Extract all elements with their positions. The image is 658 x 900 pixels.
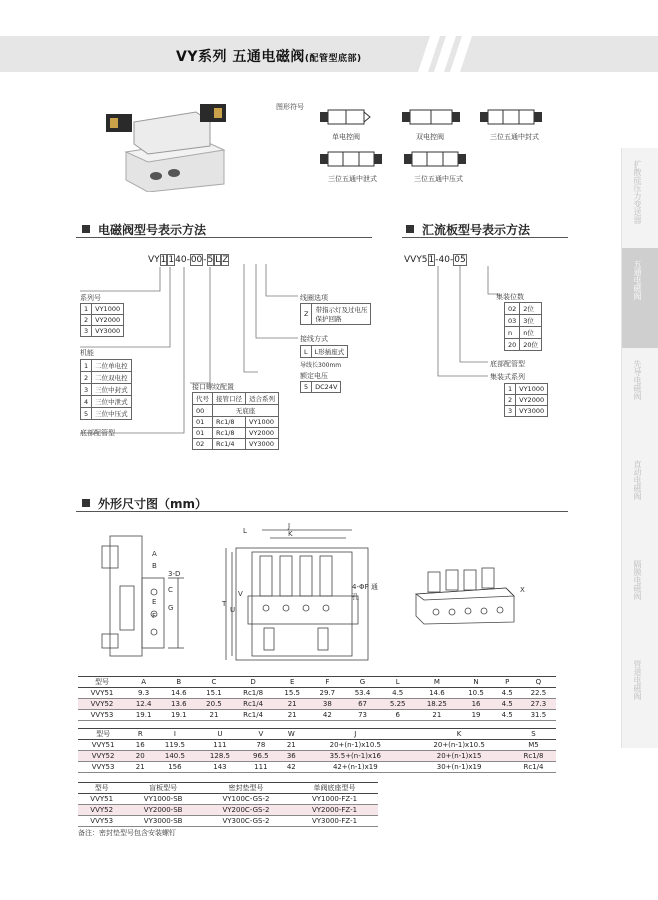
manifold-series-table: 1 VY1000 2 VY2000 3 VY3000	[504, 383, 548, 417]
symbol-label-4: 三位五通中泄式	[328, 175, 377, 183]
valve-product-image	[104, 92, 234, 192]
voltage-label: 额定电压	[300, 372, 328, 380]
accessory-note: 备注：密封垫型号包含安装螺钉	[78, 829, 176, 837]
symbol-label-5: 三位五通中压式	[414, 175, 463, 183]
dim-label-T: T	[222, 600, 227, 608]
function-label: 机能	[80, 349, 94, 357]
side-tab-2[interactable]: 五通电磁阀	[621, 248, 658, 348]
base-label: 底部配管型	[80, 429, 115, 437]
wiring-label: 接线方式	[300, 335, 328, 343]
section3-rule	[76, 511, 568, 512]
dim-label-A: A	[152, 550, 157, 558]
page-title: VY系列 五通电磁阀(配管型底部)	[176, 49, 362, 65]
dim-label-3D: 3-D	[168, 570, 181, 578]
symbol-label-1: 单电控阀	[332, 133, 360, 141]
dimension-drawing-side	[98, 528, 194, 668]
manifold-iso-drawing	[410, 566, 520, 626]
dim-label-G: G	[168, 604, 174, 612]
symbol-3pos-pressure	[402, 146, 468, 172]
dim-label-J: J	[288, 522, 291, 530]
wiring-table: L L形插座式	[300, 345, 348, 358]
symbol-label-3: 三位五通中封式	[490, 133, 539, 141]
coil-table: Z 带指示灯及过电压保护回路	[300, 303, 371, 325]
accessory-table: 型号 盲板型号 密封垫型号 单阀底座型号 VVY51 VY1000-SB VY100C-GS-2 VY1000-FZ-1 VVY52 VY2000-SB VY200C-GS-2 VY2000-FZ-1 VVY53 VY3000-SB VY300C-GS-2 VY3000-FZ-1	[78, 782, 378, 827]
section1-rule	[76, 237, 372, 238]
series-table: 1 VY1000 2 VY2000 3 VY3000	[80, 303, 124, 337]
coil-label: 线圈选项	[300, 294, 328, 302]
side-tab-4[interactable]: 直动电磁阀	[621, 448, 658, 548]
dim-label-4P: 4-ΦP 通孔	[352, 583, 378, 601]
dimension-drawing-front	[222, 522, 372, 670]
manifold-base-label: 底部配管型	[490, 360, 525, 368]
dim-label-C: C	[168, 586, 173, 594]
function-table: 1 二位单电控 2 二位双电控 3 三位中封式 4 三位中泄式 5 三位中压式	[80, 359, 132, 420]
dim-label-E: E	[152, 598, 157, 606]
section2-rule	[402, 237, 568, 238]
dim-label-U: U	[230, 606, 236, 614]
symbol-3pos-exhaust	[318, 146, 384, 172]
dim-label-F: F	[152, 612, 157, 620]
symbol-double-solenoid	[400, 104, 462, 130]
side-tab-1[interactable]: 扩散硅压力变送器	[621, 148, 658, 248]
section3-title: 外形尺寸图（mm）	[82, 495, 207, 512]
symbol-heading: 图形符号	[276, 103, 304, 111]
symbol-label-2: 双电控阀	[416, 133, 444, 141]
side-tab-5[interactable]: 隔膜电磁阀	[621, 548, 658, 648]
dim-label-B: B	[152, 562, 157, 570]
voltage-table: 5 DC24V	[300, 381, 341, 393]
dimension-table-1: 型号 A B C D E F G L M N P Q VVY51 9.3 14.6 15.1 Rc1/8 15.5 29.7 53.4 4.5 14.6 10.5 4.5 22.5 VVY52 12.4 13.6 20.5 Rc1/4 21 38 67 5.25 18.25 16 4.5 27.3 VVY53 19.1 19.1 21 Rc1/4 21 42 73 6 21 19 4.5 31.5	[78, 676, 556, 721]
dimension-table-2: 型号 R I U V W J K S VVY51 16 119.5 111 78 21 20+(n-1)x10.5 20+(n-1)x10.5 M5 VVY52 20 140.5 128.5 96.5 36 35.5+(n-1)x16 20+(n-1)x15 Rc1/8 VVY53 21 156 143 111 42 42+(n-1)x19 30+(n-1)x19 Rc1/4	[78, 728, 556, 773]
header-stripes	[416, 36, 476, 72]
section2-title: 汇流板型号表示方法	[406, 221, 530, 238]
series-label: 系列号	[80, 294, 101, 302]
port-table: 代号 接管口径 适合系列 00 无底座 01 Rc1/8 VY1000 01 Rc1/8 VY2000 02 Rc1/4 VY3000	[192, 392, 279, 450]
stations-label: 集装位数	[496, 293, 524, 301]
symbol-3pos-closed	[478, 104, 544, 130]
section1-title: 电磁阀型号表示方法	[82, 221, 206, 238]
manifold-model-code: VVY51-40-05	[404, 255, 466, 265]
dim-label-V: V	[238, 590, 243, 598]
wiring-note: 导线长300mm	[300, 362, 342, 369]
stations-table: 02 2位 03 3位 n n位 20 20位	[504, 302, 542, 351]
symbol-single-solenoid	[318, 104, 376, 130]
side-tab-3[interactable]: 先导电磁阀	[621, 348, 658, 448]
right-leader-lines	[236, 262, 306, 392]
valve-model-code: VY1 140-00-5 L Z	[148, 255, 229, 265]
dim-label-L: L	[243, 527, 247, 535]
dim-label-K: K	[288, 530, 293, 538]
manifold-series-label: 集装式系列	[490, 373, 525, 381]
dim-label-X: X	[520, 586, 525, 594]
port-label: 接口螺纹配置	[192, 383, 234, 391]
side-tab-6[interactable]: 管道电磁阀	[621, 648, 658, 748]
